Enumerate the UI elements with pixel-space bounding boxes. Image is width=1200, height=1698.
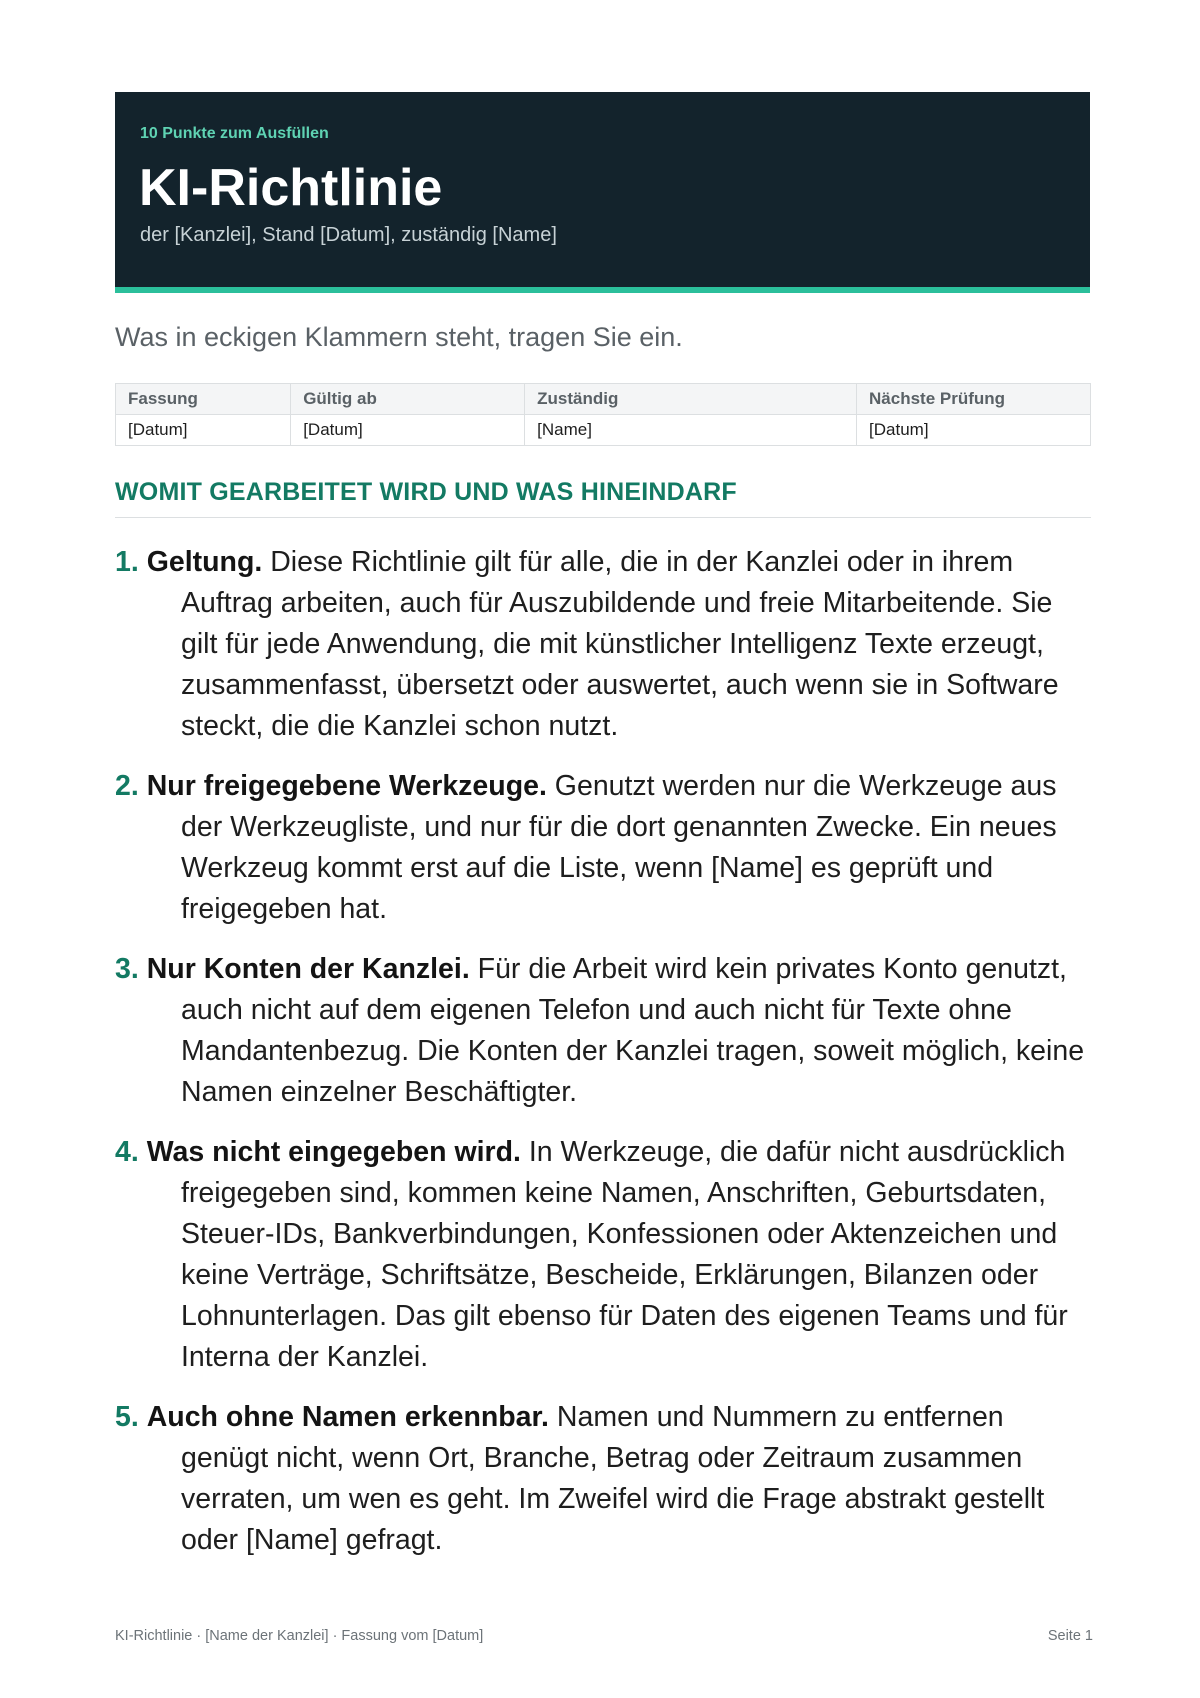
item-number: 5. xyxy=(115,1401,139,1433)
footer-document-info: KI-Richtlinie · [Name der Kanzlei] · Fassung vom [Datum] xyxy=(115,1628,484,1644)
table-header-cell: Nächste Prüfung xyxy=(857,384,1091,415)
table-cell: [Name] xyxy=(525,415,857,446)
item-lead: Geltung. xyxy=(146,546,263,578)
policy-items-list xyxy=(115,542,1095,1580)
document-subtitle: der [Kanzlei], Stand [Datum], zuständig [Name] xyxy=(140,224,557,246)
item-text: Diese Richtlinie gilt für alle, die in der Kanzlei oder in ihrem Auftrag arbeiten, auch für Auszubildende und freie Mitarbeitende. Sie gilt für jede Anwendung, die mit künstlicher Intelligenz Texte erzeugt, zusammenfasst, übersetzt oder auswertet, auch wenn sie in Software steckt, die die Kanzlei schon nutzt. xyxy=(181,546,1059,742)
item-number: 2. xyxy=(115,770,139,802)
list-item xyxy=(115,949,1095,1113)
list-item xyxy=(115,1397,1095,1561)
item-text: Für die Arbeit wird kein privates Konto genutzt, auch nicht auf dem eigenen Telefon und auch nicht für Texte ohne Mandantenbezug. Die Konten der Kanzlei tragen, soweit möglich, keine Namen einzelner Beschäftigter. xyxy=(181,953,1085,1108)
table-cell: [Datum] xyxy=(857,415,1091,446)
list-item xyxy=(115,542,1095,747)
item-text: Genutzt werden nur die Werkzeuge aus der Werkzeugliste, und nur für die dort genannten Zwecke. Ein neues Werkzeug kommt erst auf die Liste, wenn [Name] es geprüft und freigegeben hat. xyxy=(181,770,1057,925)
document-title: KI-Richtlinie xyxy=(139,159,443,217)
list-item xyxy=(115,766,1095,930)
item-number: 1. xyxy=(115,546,139,578)
item-text: Namen und Nummern zu entfernen genügt nicht, wenn Ort, Branche, Betrag oder Zeitraum zusammen verraten, um wen es geht. Im Zweifel wird die Frage abstrakt gestellt oder [Name] gefragt. xyxy=(181,1401,1045,1556)
item-lead: Was nicht eingegeben wird. xyxy=(146,1136,521,1168)
list-item xyxy=(115,1132,1095,1378)
table-header-cell: Gültig ab xyxy=(291,384,525,415)
item-lead: Nur Konten der Kanzlei. xyxy=(146,953,470,985)
intro-text: Was in eckigen Klammern steht, tragen Sie ein. xyxy=(115,322,683,352)
table-header-row xyxy=(116,384,1091,415)
item-number: 4. xyxy=(115,1136,139,1168)
table-row xyxy=(116,415,1091,446)
section-heading: WOMIT GEARBEITET WIRD UND WAS HINEINDARF xyxy=(115,478,1091,518)
table-cell: [Datum] xyxy=(291,415,525,446)
item-text: In Werkzeuge, die dafür nicht ausdrücklich freigegeben sind, kommen keine Namen, Anschriften, Geburtsdaten, Steuer-IDs, Bankverbindungen, Konfessionen oder Aktenzeichen und keine Verträge, Schriftsätze, Bescheide, Erklärungen, Bilanzen oder Lohnunterlagen. Das gilt ebenso für Daten des eigenen Teams und für Interna der Kanzlei. xyxy=(181,1136,1068,1373)
header-eyebrow: 10 Punkte zum Ausfüllen xyxy=(140,125,329,142)
table-header-cell: Fassung xyxy=(116,384,291,415)
footer-page-number: Seite 1 xyxy=(1047,1628,1093,1644)
item-number: 3. xyxy=(115,953,139,985)
metadata-table xyxy=(115,383,1091,446)
document-header xyxy=(115,92,1090,293)
table-header-cell: Zuständig xyxy=(525,384,857,415)
table-cell: [Datum] xyxy=(116,415,291,446)
item-lead: Auch ohne Namen erkennbar. xyxy=(146,1401,549,1433)
item-lead: Nur freigegebene Werkzeuge. xyxy=(146,770,547,802)
